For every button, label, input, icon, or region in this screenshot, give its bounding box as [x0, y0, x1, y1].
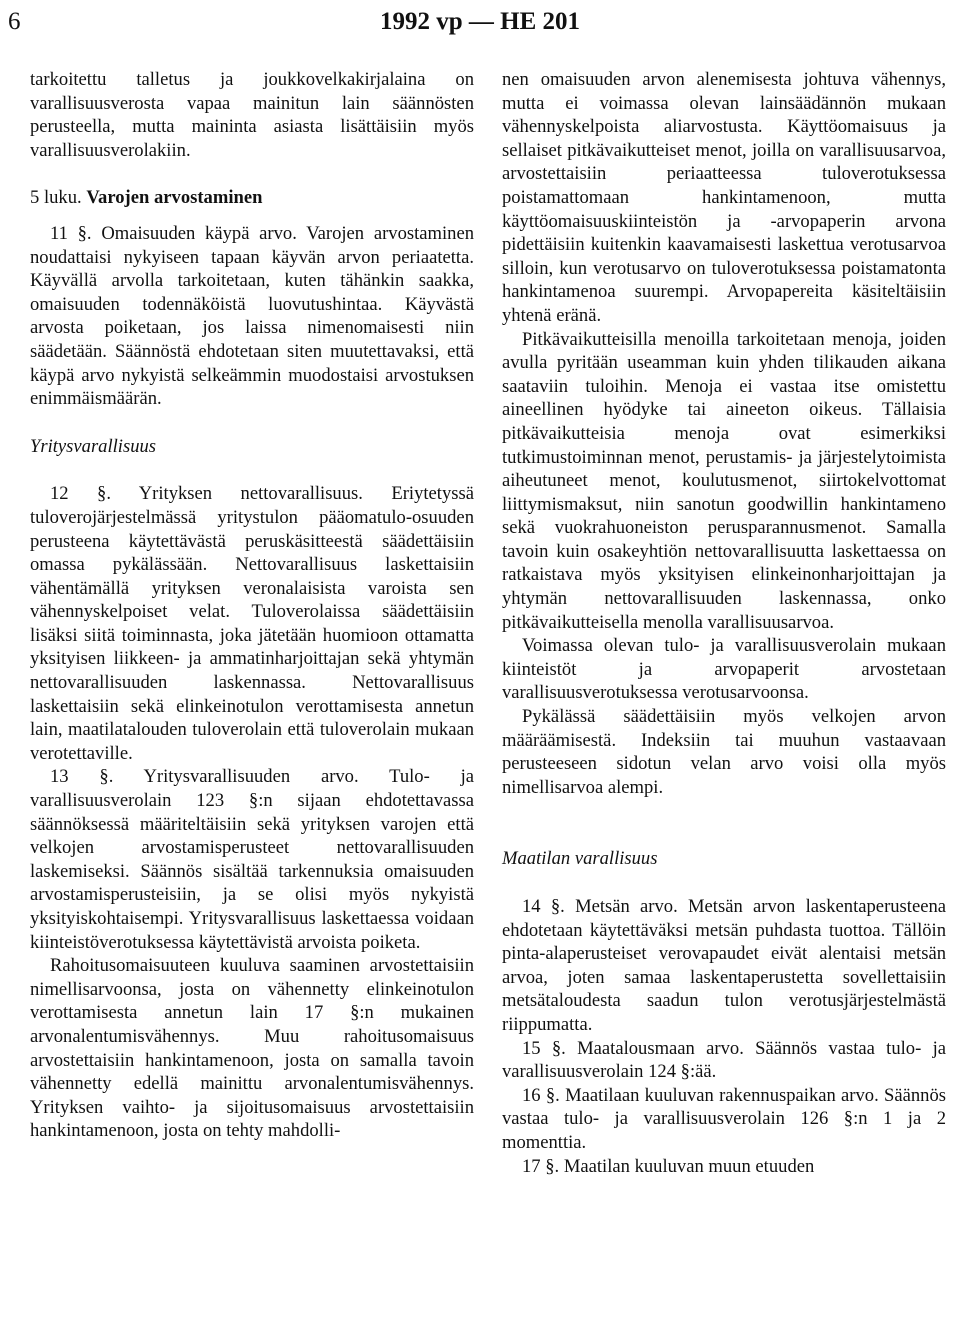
paragraph-rahoitus: Rahoitusomaisuuteen kuuluva saaminen arvostettaisiin nimellisarvoonsa, josta on vähennetty elinkeinotulon verottamisesta annetun lain 17 §:n mukainen arvonalentumisvähennys. Muu rahoitusomaisuus arvostettaisiin hankintamenoon, josta on samalla tavoin vähennetty edellä mainittu arvonalentumisvähennys. Yrityksen vaihto- ja sijoitusomaisuus arvostettaisiin hankintamenoon, josta on tehty mahdolli-: [30, 955, 474, 1142]
section-16-title: Maatilaan kuuluvan rakennuspaikan arvo.: [565, 1084, 879, 1106]
paragraph-voimassa: Voimassa olevan tulo- ja varallisuusverolain mukaan kiinteistöt ja arvopaperit arvostetaan varallisuusverotuksessa verotusarvoonsa.: [502, 635, 946, 704]
subheading-maatilan-varallisuus: Maatilan varallisuus: [502, 848, 658, 870]
section-12-text: Eriytetyssä tuloverojärjestelmässä yritystulon pääomatulo-osuuden perusteena käytettävästä peruskäsitteestä säädettäisiin omassa pykälässään. Nettovarallisuus laskettaisiin vähentämällä yrityksen veronalaisista varoista sen vähennyskelpoiset velat. Tuloverolaissa säädettäisiin lisäksi siitä toiminnasta, joka jätetään huomioon ottamatta yksityisen liikkeen- ja ammatinharjoittajan sekä yhtymän nettovarallisuuden laskennassa. Nettovarallisuus laskettaisiin sekä elinkeinotulon verottamisesta annetun lain, maatilatalouden tuloverolain että tuloverolain mukaan verotettaville.: [30, 483, 474, 764]
right-column: [502, 68, 946, 1178]
paragraph-intro: tarkoitettu talletus ja joukkovelkakirjalaina on varallisuusverosta vapaa mainitun lain säännösten perusteella, mutta maininta asiasta lisättäisiin myös varallisuusverolakiin.: [30, 69, 474, 161]
running-title: 1992 vp — HE 201: [379, 8, 581, 35]
subheading-yritysvarallisuus: Yritysvarallisuus: [30, 435, 157, 457]
page-number: 6: [8, 8, 21, 35]
section-15-title: Maatalousmaan arvo.: [577, 1037, 744, 1059]
section-13-label: 13 §.: [50, 766, 114, 788]
left-column: [30, 68, 474, 1143]
section-17-title: Maatilan kuuluvan muun etuuden: [563, 1155, 815, 1177]
section-15: [502, 1037, 946, 1084]
section-16-label: 16 §.: [522, 1084, 560, 1106]
section-11-label: 11 §.: [50, 222, 92, 244]
section-17-label: 17 §.: [522, 1155, 560, 1177]
section-11-title: Omaisuuden käypä arvo.: [101, 222, 297, 244]
section-11: [30, 222, 474, 411]
section-16-text: Säännös vastaa tulo- ja varallisuusverolain 126 §:n 1 ja 2 momenttia.: [502, 1084, 946, 1153]
section-16: [502, 1084, 946, 1155]
section-15-text: Säännös vastaa tulo- ja varallisuusverolain 124 §:ää.: [502, 1037, 946, 1083]
paragraph-pykala: Pykälässä säädettäisiin myös velkojen arvon määräämisestä. Indeksiin tai muuhun vastaavaan perusteeseen sidotun velan arvo voisi olla myös nimellisarvoa alempi.: [502, 706, 946, 798]
section-14-title: Metsän arvo.: [575, 896, 678, 917]
section-14-text: Metsän arvon laskentaperusteena ehdotetaan käytettäväksi metsän puhdasta tuottoa. Tällöin pinta-alaperusteiset verovapaudet eivät alentaisi metsän arvoa, joten samaa laskentaperustetta sovellettaisiin metsätaloudesta saadun tulon verotusjärjestelmästä riippumatta.: [502, 896, 947, 1035]
section-11-text: Varojen arvostaminen noudattaisi nykyiseen tapaan käyvän arvon periaatetta. Käyvällä arvolla tarkoitetaan, kuten tähänkin saakka, omaisuuden todennäköistä luovutushintaa. Käyvästä arvosta poiketaan, jos laissa nimenomaisesti niin säädetään. Säännöstä ehdotetaan siten muutettavaksi, että käypä arvo nykyistä selkeämmin muodostaisi arvostuksen enimmäismäärän.: [30, 222, 475, 410]
section-14-label: 14 §.: [522, 896, 565, 917]
section-12-title: Yrityksen nettovarallisuus.: [138, 483, 363, 505]
section-12: [30, 482, 474, 765]
chapter-heading: 5 luku. Varojen arvostaminen: [30, 187, 263, 209]
section-17: [502, 1155, 946, 1179]
section-15-label: 15 §.: [522, 1037, 566, 1059]
section-13-text: Tulo- ja varallisuusverolain 123 §:n sijaan ehdotettavassa säännöksessä määriteltäisiin sekä yrityksen varojen että velkojen arvostamisperusteet nettovarallisuuden laskemiseksi. Säännös sisältää tarkennuksia omaisuuden arvostamisperusteisiin, ja se olisi myös nykyistä yksityiskohtaisempi. Yritysvarallisuus laskettaessa voidaan kiinteistöverotuksessa käytettävistä arvoista poiketa.: [30, 766, 475, 953]
section-14: [502, 895, 946, 1037]
paragraph-continuation: nen omaisuuden arvon alenemisesta johtuva vähennys, mutta ei voimassa olevan lainsäädännön mukaan vähennyskelpoista aliarvostusta. Käyttöomaisuus ja sellaiset pitkävaikutteiset menot, joilla on varallisuusarvoa, arvostettaisiin periaatteessa tuloverotuksessa poistamattomaan hankintamenoon, mutta käyttöomaisuuskiinteistön ja -arvopaperin arvona pidettäisiin kuitenkin kaavamaisesti laskettua verotusarvoa silloin, kun verotusarvo on tuloverotuksessa poistamatonta hankintamenoa suurempi. Arvopapereita käsiteltäisiin yhtenä eränä.: [502, 69, 946, 326]
page-header: [0, 8, 960, 44]
paragraph-pitkavaikutteiset: Pitkävaikutteisilla menoilla tarkoitetaan menoja, joiden avulla pyritään useamman kuin yhden tilikauden aikana saataviin tuloihin. Menoja ei vastaa itse omistettu aineellinen hyödyke tai aineeton oikeus. Tällaisia pitkävaikutteisia menoja ovat esimerkiksi tutkimustoiminnan menot, perustamis- ja järjestelytoimista aiheutuneet menot, koulutusmenot, siirtokelvottomat liittymismaksut, niin sanotun goodwillin hankintameno sekä vuokrahuoneiston perusparannusmenot. Samalla tavoin kuin osakeyhtiön nettovarallisuutta laskettaessa on ratkaistava myös yksityisen elinkeinonharjoittajan ja yhtymän nettovarallisuuden laskennassa, onko pitkävaikutteisella menolla varallisuusarvoa.: [502, 328, 946, 633]
section-13-title: Yritysvarallisuuden arvo.: [143, 766, 359, 788]
section-13: [30, 765, 474, 954]
section-12-label: 12 §.: [50, 483, 111, 505]
